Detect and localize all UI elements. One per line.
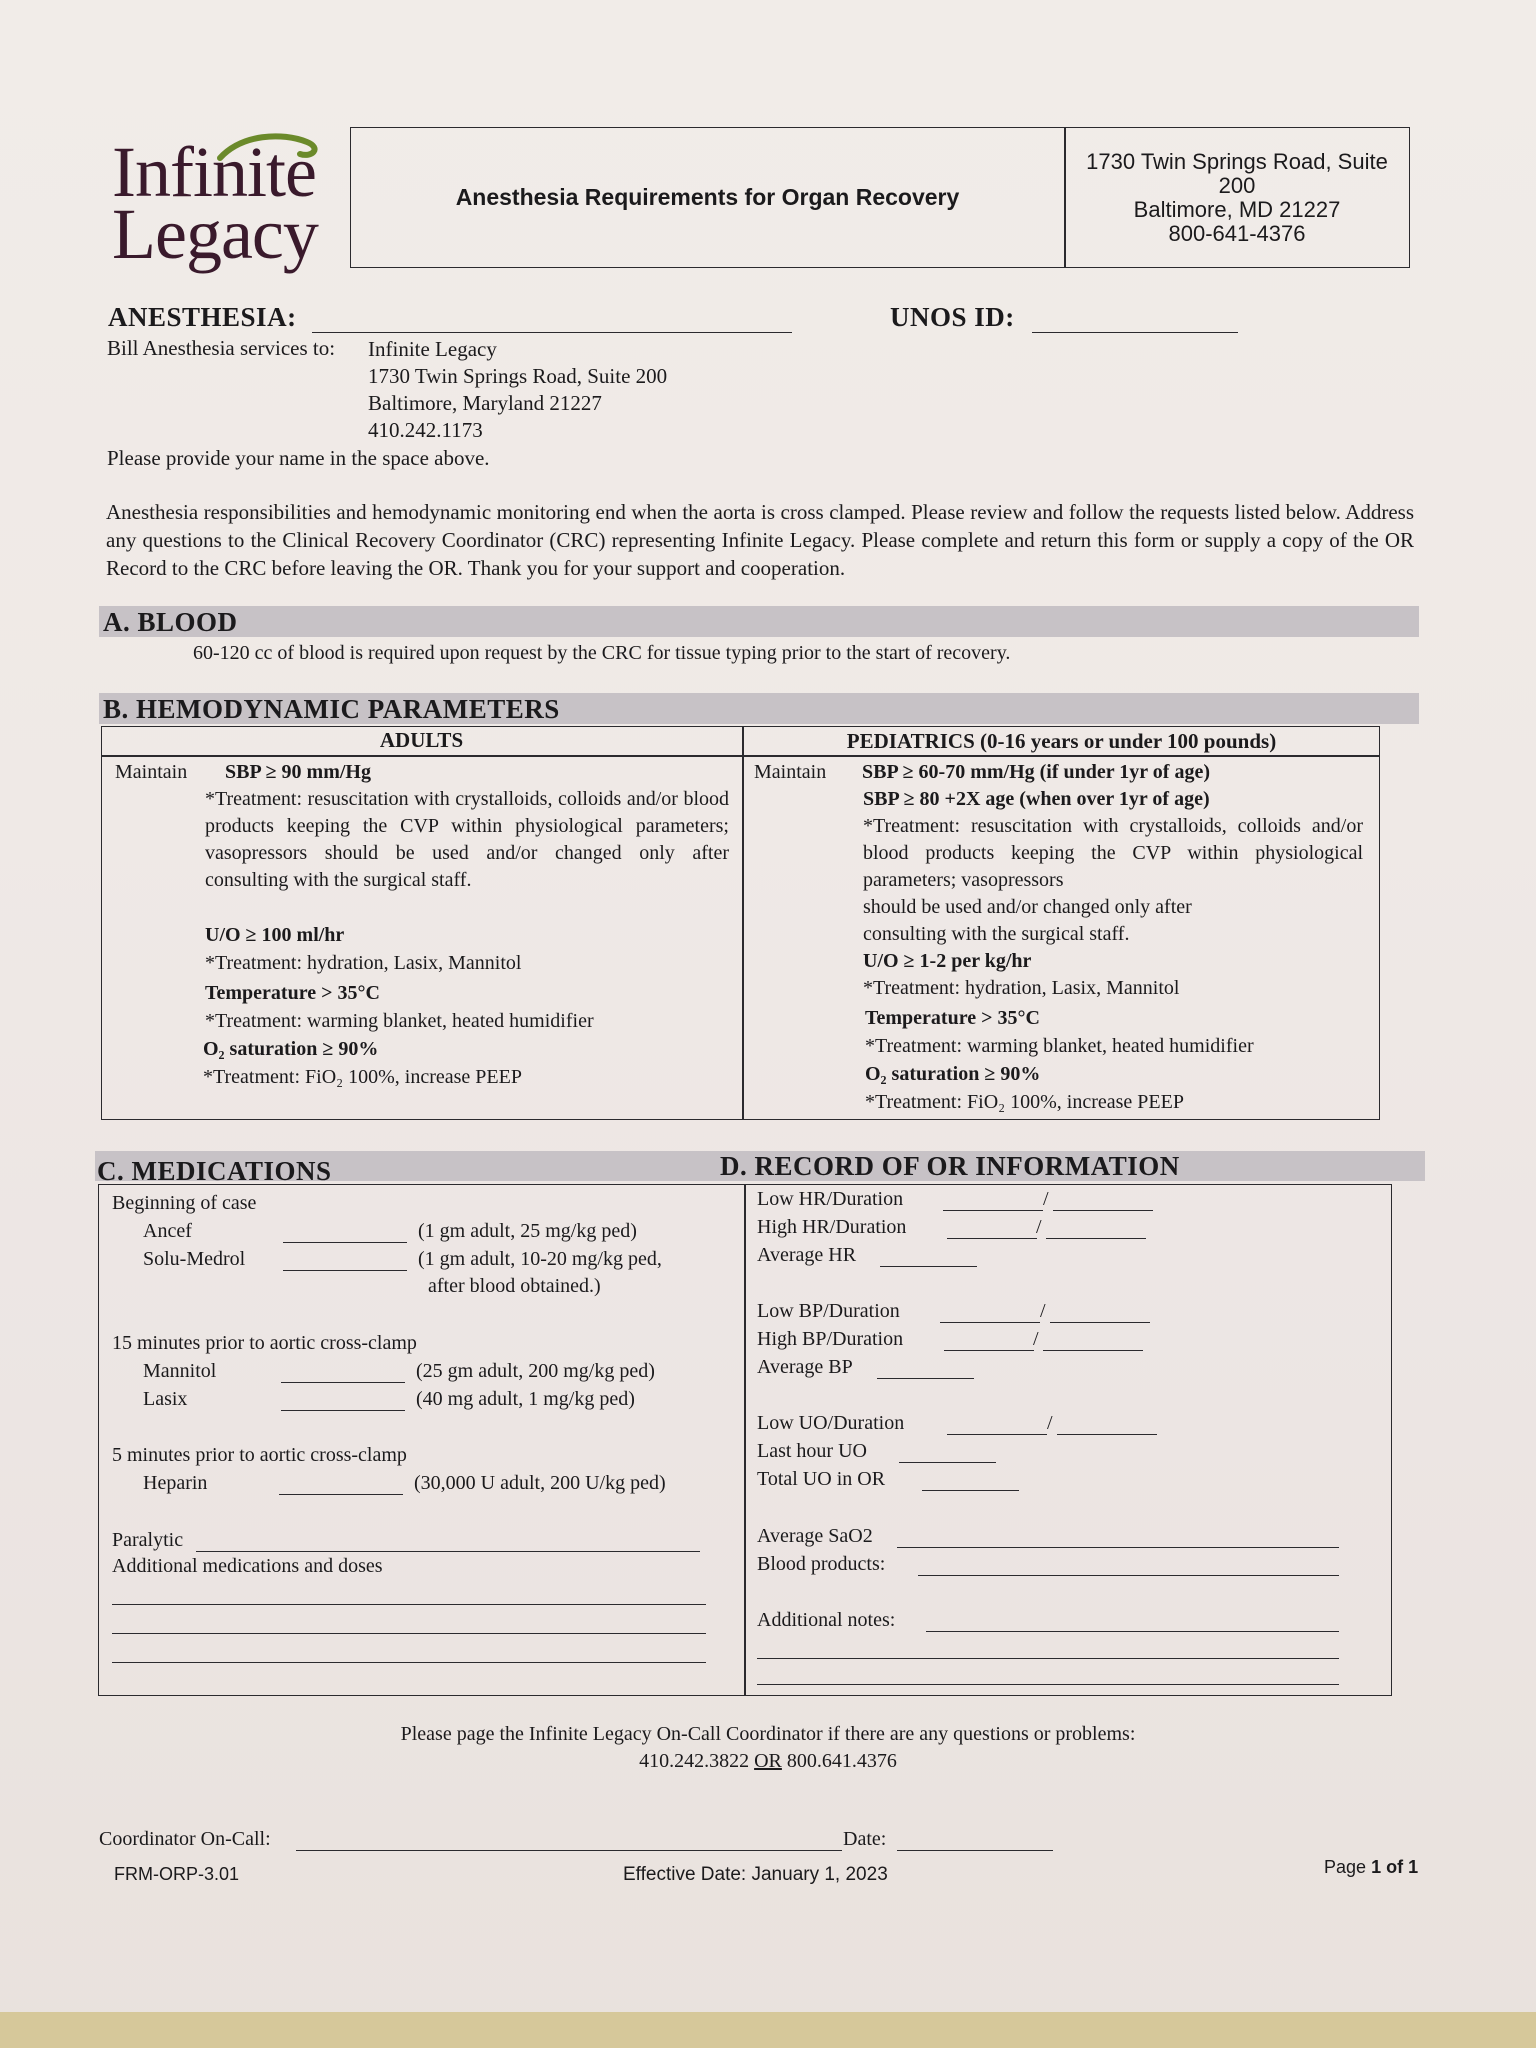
logo-line1: Infinite <box>112 132 316 212</box>
adults-header: ADULTS <box>379 728 464 752</box>
low-hr-duration-field[interactable] <box>1053 1194 1153 1211</box>
peds-sbp-treatment: *Treatment: resuscitation with crystalloids, colloids and/or blood products keeping the CVP within physiological parameters; vasopressors <box>863 815 1363 891</box>
low-bp-label: Low BP/Duration <box>757 1300 900 1322</box>
low-hr-field[interactable] <box>943 1194 1043 1211</box>
peds-maintain-label: Maintain <box>754 761 827 783</box>
effective-date: Effective Date: January 1, 2023 <box>623 1864 888 1885</box>
high-bp-duration-field[interactable] <box>1043 1334 1143 1351</box>
table-surface <box>0 2012 1536 2048</box>
bill-address-line: 410.242.1173 <box>368 418 483 442</box>
solu-medrol-dose-guide: (1 gm adult, 10-20 mg/kg ped, <box>418 1248 662 1270</box>
slash: / <box>1047 1412 1053 1434</box>
peds-sbp-treatment-cont: consulting with the surgical staff. <box>863 923 1130 945</box>
peds-temperature: Temperature > 35°C <box>865 1007 1040 1029</box>
additional-medications-line[interactable] <box>112 1646 706 1663</box>
peds-sbp-over-1yr: SBP ≥ 80 +2X age (when over 1yr of age) <box>863 788 1210 810</box>
adults-temperature: Temperature > 35°C <box>205 982 380 1004</box>
solu-medrol-label: Solu-Medrol <box>143 1248 246 1270</box>
adults-o2-treatment: *Treatment: FiO₂ 100%, increase PEEP <box>203 1066 522 1088</box>
coordinator-phones <box>0 1748 1536 1775</box>
date-field[interactable] <box>897 1834 1053 1851</box>
section-b-title: B. HEMODYNAMIC PARAMETERS <box>103 694 560 724</box>
solu-medrol-dose-field[interactable] <box>283 1254 407 1271</box>
ancef-dose-guide: (1 gm adult, 25 mg/kg ped) <box>418 1220 637 1242</box>
paralytic-field[interactable] <box>196 1535 700 1552</box>
slash: / <box>1043 1188 1049 1210</box>
bill-address-line: Infinite Legacy <box>368 337 497 361</box>
page-number <box>1324 1857 1418 1878</box>
low-uo-label: Low UO/Duration <box>757 1412 905 1434</box>
beginning-of-case-label: Beginning of case <box>112 1192 257 1214</box>
provide-name-note: Please provide your name in the space above. <box>107 446 490 470</box>
logo-line2: Legacy <box>112 194 318 274</box>
page-coordinator-message: Please page the Infinite Legacy On-Call Coordinator if there are any questions or problems: <box>400 1723 1136 1745</box>
table-column-divider <box>742 726 744 1120</box>
average-sao2-field[interactable] <box>897 1531 1339 1548</box>
high-hr-field[interactable] <box>947 1222 1037 1239</box>
table-header-divider <box>101 755 1380 757</box>
ancef-label: Ancef <box>143 1220 192 1242</box>
adults-maintain-label: Maintain <box>115 761 188 783</box>
mannitol-label: Mannitol <box>143 1360 217 1382</box>
additional-notes-line[interactable] <box>757 1668 1339 1685</box>
low-uo-field[interactable] <box>947 1418 1047 1435</box>
or-text: OR <box>754 1750 782 1772</box>
five-minutes-label: 5 minutes prior to aortic cross-clamp <box>112 1444 407 1466</box>
slash: / <box>1036 1216 1042 1238</box>
page-word: Page <box>1324 1857 1367 1877</box>
heparin-dose-guide: (30,000 U adult, 200 U/kg ped) <box>414 1472 666 1494</box>
average-hr-field[interactable] <box>880 1250 977 1267</box>
high-bp-label: High BP/Duration <box>757 1328 904 1350</box>
header-address-line: 800-641-4376 <box>1168 220 1306 246</box>
additional-notes-field[interactable] <box>926 1615 1339 1632</box>
additional-notes-line[interactable] <box>757 1642 1339 1659</box>
header-address-line: Baltimore, MD 21227 <box>1133 196 1341 222</box>
bill-address-line: Baltimore, Maryland 21227 <box>368 391 602 415</box>
last-hour-uo-label: Last hour UO <box>757 1440 867 1462</box>
coordinator-on-call-label: Coordinator On-Call: <box>99 1828 271 1850</box>
blood-products-label: Blood products: <box>757 1553 886 1575</box>
adults-sbp: SBP ≥ 90 mm/Hg <box>225 761 371 783</box>
slash: / <box>1040 1300 1046 1322</box>
lasix-label: Lasix <box>143 1388 188 1410</box>
adults-temperature-treatment: *Treatment: warming blanket, heated humidifier <box>205 1010 594 1032</box>
adults-uo-treatment: *Treatment: hydration, Lasix, Mannitol <box>205 952 522 974</box>
total-uo-field[interactable] <box>922 1474 1019 1491</box>
heparin-dose-field[interactable] <box>279 1478 403 1495</box>
date-label: Date: <box>843 1828 887 1850</box>
heparin-label: Heparin <box>143 1472 208 1494</box>
header-box <box>350 127 1410 268</box>
lasix-dose-field[interactable] <box>281 1394 405 1411</box>
adults-uo: U/O ≥ 100 ml/hr <box>205 924 345 946</box>
adults-o2-saturation: O₂ saturation ≥ 90% <box>203 1038 379 1060</box>
average-bp-label: Average BP <box>757 1356 853 1378</box>
mannitol-dose-field[interactable] <box>281 1366 405 1383</box>
average-bp-field[interactable] <box>877 1362 974 1379</box>
infinite-legacy-logo <box>112 128 352 278</box>
bill-label: Bill Anesthesia services to: <box>107 336 336 360</box>
page-count: 1 of 1 <box>1371 1857 1419 1877</box>
low-bp-duration-field[interactable] <box>1050 1306 1150 1323</box>
anesthesia-label: ANESTHESIA: <box>108 302 297 332</box>
unos-id-field[interactable] <box>1032 304 1238 333</box>
header-address <box>1065 128 1409 267</box>
coordinator-on-call-field[interactable] <box>296 1834 842 1851</box>
additional-medications-label: Additional medications and doses <box>112 1555 383 1577</box>
peds-o2-treatment: *Treatment: FiO₂ 100%, increase PEEP <box>865 1091 1184 1113</box>
unos-id-label: UNOS ID: <box>890 302 1015 332</box>
peds-sbp-under-1yr: SBP ≥ 60-70 mm/Hg (if under 1yr of age) <box>862 761 1210 783</box>
bill-address <box>368 336 667 444</box>
phone-2[interactable]: 800.641.4376 <box>786 1750 897 1772</box>
mannitol-dose-guide: (25 gm adult, 200 mg/kg ped) <box>416 1360 655 1382</box>
low-bp-field[interactable] <box>940 1306 1040 1323</box>
total-uo-label: Total UO in OR <box>757 1468 886 1490</box>
high-hr-duration-field[interactable] <box>1046 1222 1146 1239</box>
cd-column-divider <box>744 1184 746 1696</box>
average-hr-label: Average HR <box>757 1244 857 1266</box>
peds-temperature-treatment: *Treatment: warming blanket, heated humidifier <box>865 1035 1254 1057</box>
anesthesia-name-field[interactable] <box>312 304 792 333</box>
section-a-title: A. BLOOD <box>103 607 238 637</box>
high-bp-field[interactable] <box>944 1334 1034 1351</box>
additional-medications-line[interactable] <box>112 1617 706 1634</box>
additional-notes-label: Additional notes: <box>757 1609 896 1631</box>
additional-medications-line[interactable] <box>112 1588 706 1605</box>
low-hr-label: Low HR/Duration <box>757 1188 904 1210</box>
paralytic-label: Paralytic <box>112 1529 184 1551</box>
section-c-title: C. MEDICATIONS <box>97 1156 332 1186</box>
header-address-line: 1730 Twin Springs Road, Suite <box>1086 148 1388 174</box>
section-d-title: D. RECORD OF OR INFORMATION <box>720 1151 1180 1181</box>
bill-address-line: 1730 Twin Springs Road, Suite 200 <box>368 364 668 388</box>
header-address-line: 200 <box>1218 172 1256 198</box>
peds-uo: U/O ≥ 1-2 per kg/hr <box>863 950 1032 972</box>
adults-sbp-treatment: *Treatment: resuscitation with crystalloids, colloids and/or blood products keeping the CVP within physiological parameters; vasopressors should be used and/or changed only after consulting with the surgical staff. <box>205 788 729 891</box>
form-title: Anesthesia Requirements for Organ Recovery <box>455 184 960 210</box>
peds-o2-saturation: O₂ saturation ≥ 90% <box>865 1063 1041 1085</box>
peds-sbp-treatment-cont: should be used and/or changed only after <box>863 896 1192 918</box>
average-sao2-label: Average SaO2 <box>757 1525 873 1547</box>
phone-1[interactable]: 410.242.3822 <box>639 1750 750 1772</box>
last-hour-uo-field[interactable] <box>899 1446 996 1463</box>
pediatrics-header: PEDIATRICS (0-16 years or under 100 pounds) <box>846 729 1277 753</box>
form-id: FRM-ORP-3.01 <box>114 1864 240 1884</box>
intro-paragraph: Anesthesia responsibilities and hemodynamic monitoring end when the aorta is cross clamped. Please review and follow the requests listed below. Address any questions to the Clinical Recovery Coordinator (CRC) representing Infinite Legacy. Please complete and return this form or supply a copy of the OR Record to the CRC before leaving the OR. Thank you for your support and cooperation. <box>106 500 1414 580</box>
blood-requirement-text: 60-120 cc of blood is required upon request by the CRC for tissue typing prior to the start of recovery. <box>193 642 1011 664</box>
solu-medrol-dose-guide-cont: after blood obtained.) <box>428 1275 601 1297</box>
low-uo-duration-field[interactable] <box>1057 1418 1157 1435</box>
ancef-dose-field[interactable] <box>283 1226 407 1243</box>
section-a-band <box>99 606 1419 637</box>
high-hr-label: High HR/Duration <box>757 1216 907 1238</box>
peds-uo-treatment: *Treatment: hydration, Lasix, Mannitol <box>863 977 1180 999</box>
slash: / <box>1033 1328 1039 1350</box>
fifteen-minutes-label: 15 minutes prior to aortic cross-clamp <box>112 1332 417 1354</box>
blood-products-field[interactable] <box>918 1559 1339 1576</box>
lasix-dose-guide: (40 mg adult, 1 mg/kg ped) <box>416 1388 635 1410</box>
